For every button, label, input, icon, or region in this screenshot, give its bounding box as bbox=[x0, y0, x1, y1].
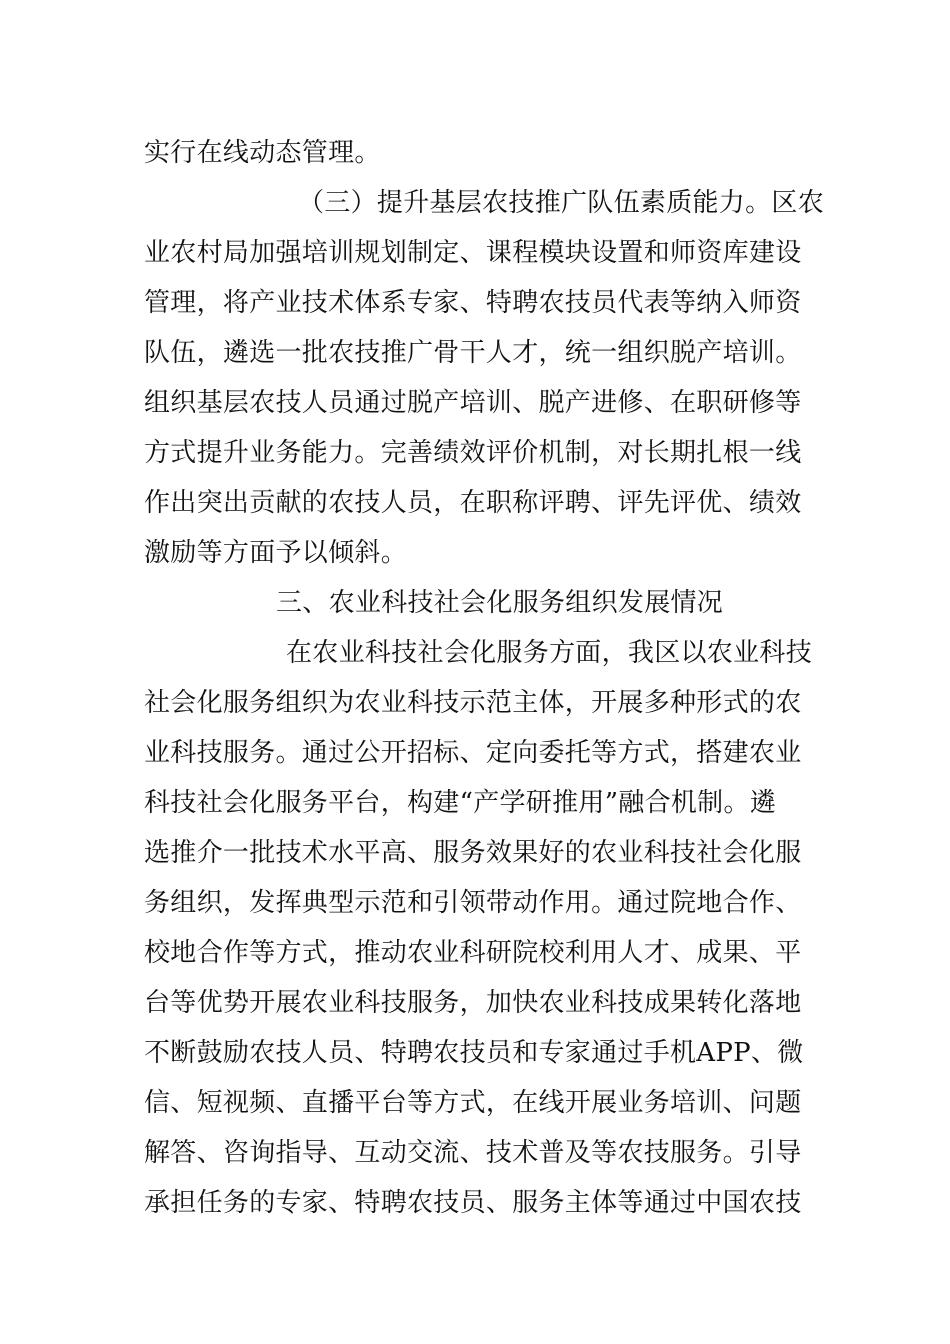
text-line: 务组织，发挥典型示范和引领带动作用。通过院地合作、 bbox=[144, 888, 802, 918]
text-line: 激励等方面予以倾斜。 bbox=[144, 538, 408, 568]
text-line: 科技社会化服务平台，构建“产学研推用”融合机制。遴 bbox=[144, 788, 777, 818]
text-line: 社会化服务组织为农业科技示范主体，开展多种形式的农 bbox=[144, 688, 802, 718]
text-line: 队伍，遴选一批农技推广骨干人才，统一组织脱产培训。 bbox=[144, 338, 802, 368]
text-line: 业农村局加强培训规划制定、课程模块设置和师资库建设 bbox=[144, 238, 802, 268]
text-line: 作出突出贡献的农技人员，在职称评聘、评先评优、绩效 bbox=[144, 488, 802, 518]
text-line: 不断鼓励农技人员、特聘农技员和专家通过手机APP、微 bbox=[144, 1038, 804, 1068]
text-line: 业科技服务。通过公开招标、定向委托等方式，搭建农业 bbox=[144, 738, 802, 768]
text-line: 实行在线动态管理。 bbox=[144, 138, 381, 168]
text-line: 管理，将产业技术体系专家、特聘农技员代表等纳入师资 bbox=[144, 288, 802, 318]
text-line: 台等优势开展农业科技服务，加快农业科技成果转化落地 bbox=[144, 988, 802, 1018]
section-heading: 三、农业科技社会化服务组织发展情况 bbox=[276, 588, 724, 618]
text-line: 解答、咨询指导、互动交流、技术普及等农技服务。引导 bbox=[144, 1138, 802, 1168]
text-line: 在农业科技社会化服务方面，我区以农业科技 bbox=[286, 638, 813, 668]
subsection-heading: （三）提升基层农技推广队伍素质能力。区农 bbox=[298, 188, 825, 218]
text-line: 选推介一批技术水平高、服务效果好的农业科技社会化服 bbox=[144, 838, 802, 868]
text-line: 信、短视频、直播平台等方式，在线开展业务培训、问题 bbox=[144, 1088, 802, 1118]
text-line: 校地合作等方式，推动农业科研院校利用人才、成果、平 bbox=[144, 938, 802, 968]
text-line: 方式提升业务能力。完善绩效评价机制，对长期扎根一线 bbox=[144, 438, 802, 468]
text-line: 承担任务的专家、特聘农技员、服务主体等通过中国农技 bbox=[144, 1188, 802, 1218]
text-line: 组织基层农技人员通过脱产培训、脱产进修、在职研修等 bbox=[144, 388, 802, 418]
